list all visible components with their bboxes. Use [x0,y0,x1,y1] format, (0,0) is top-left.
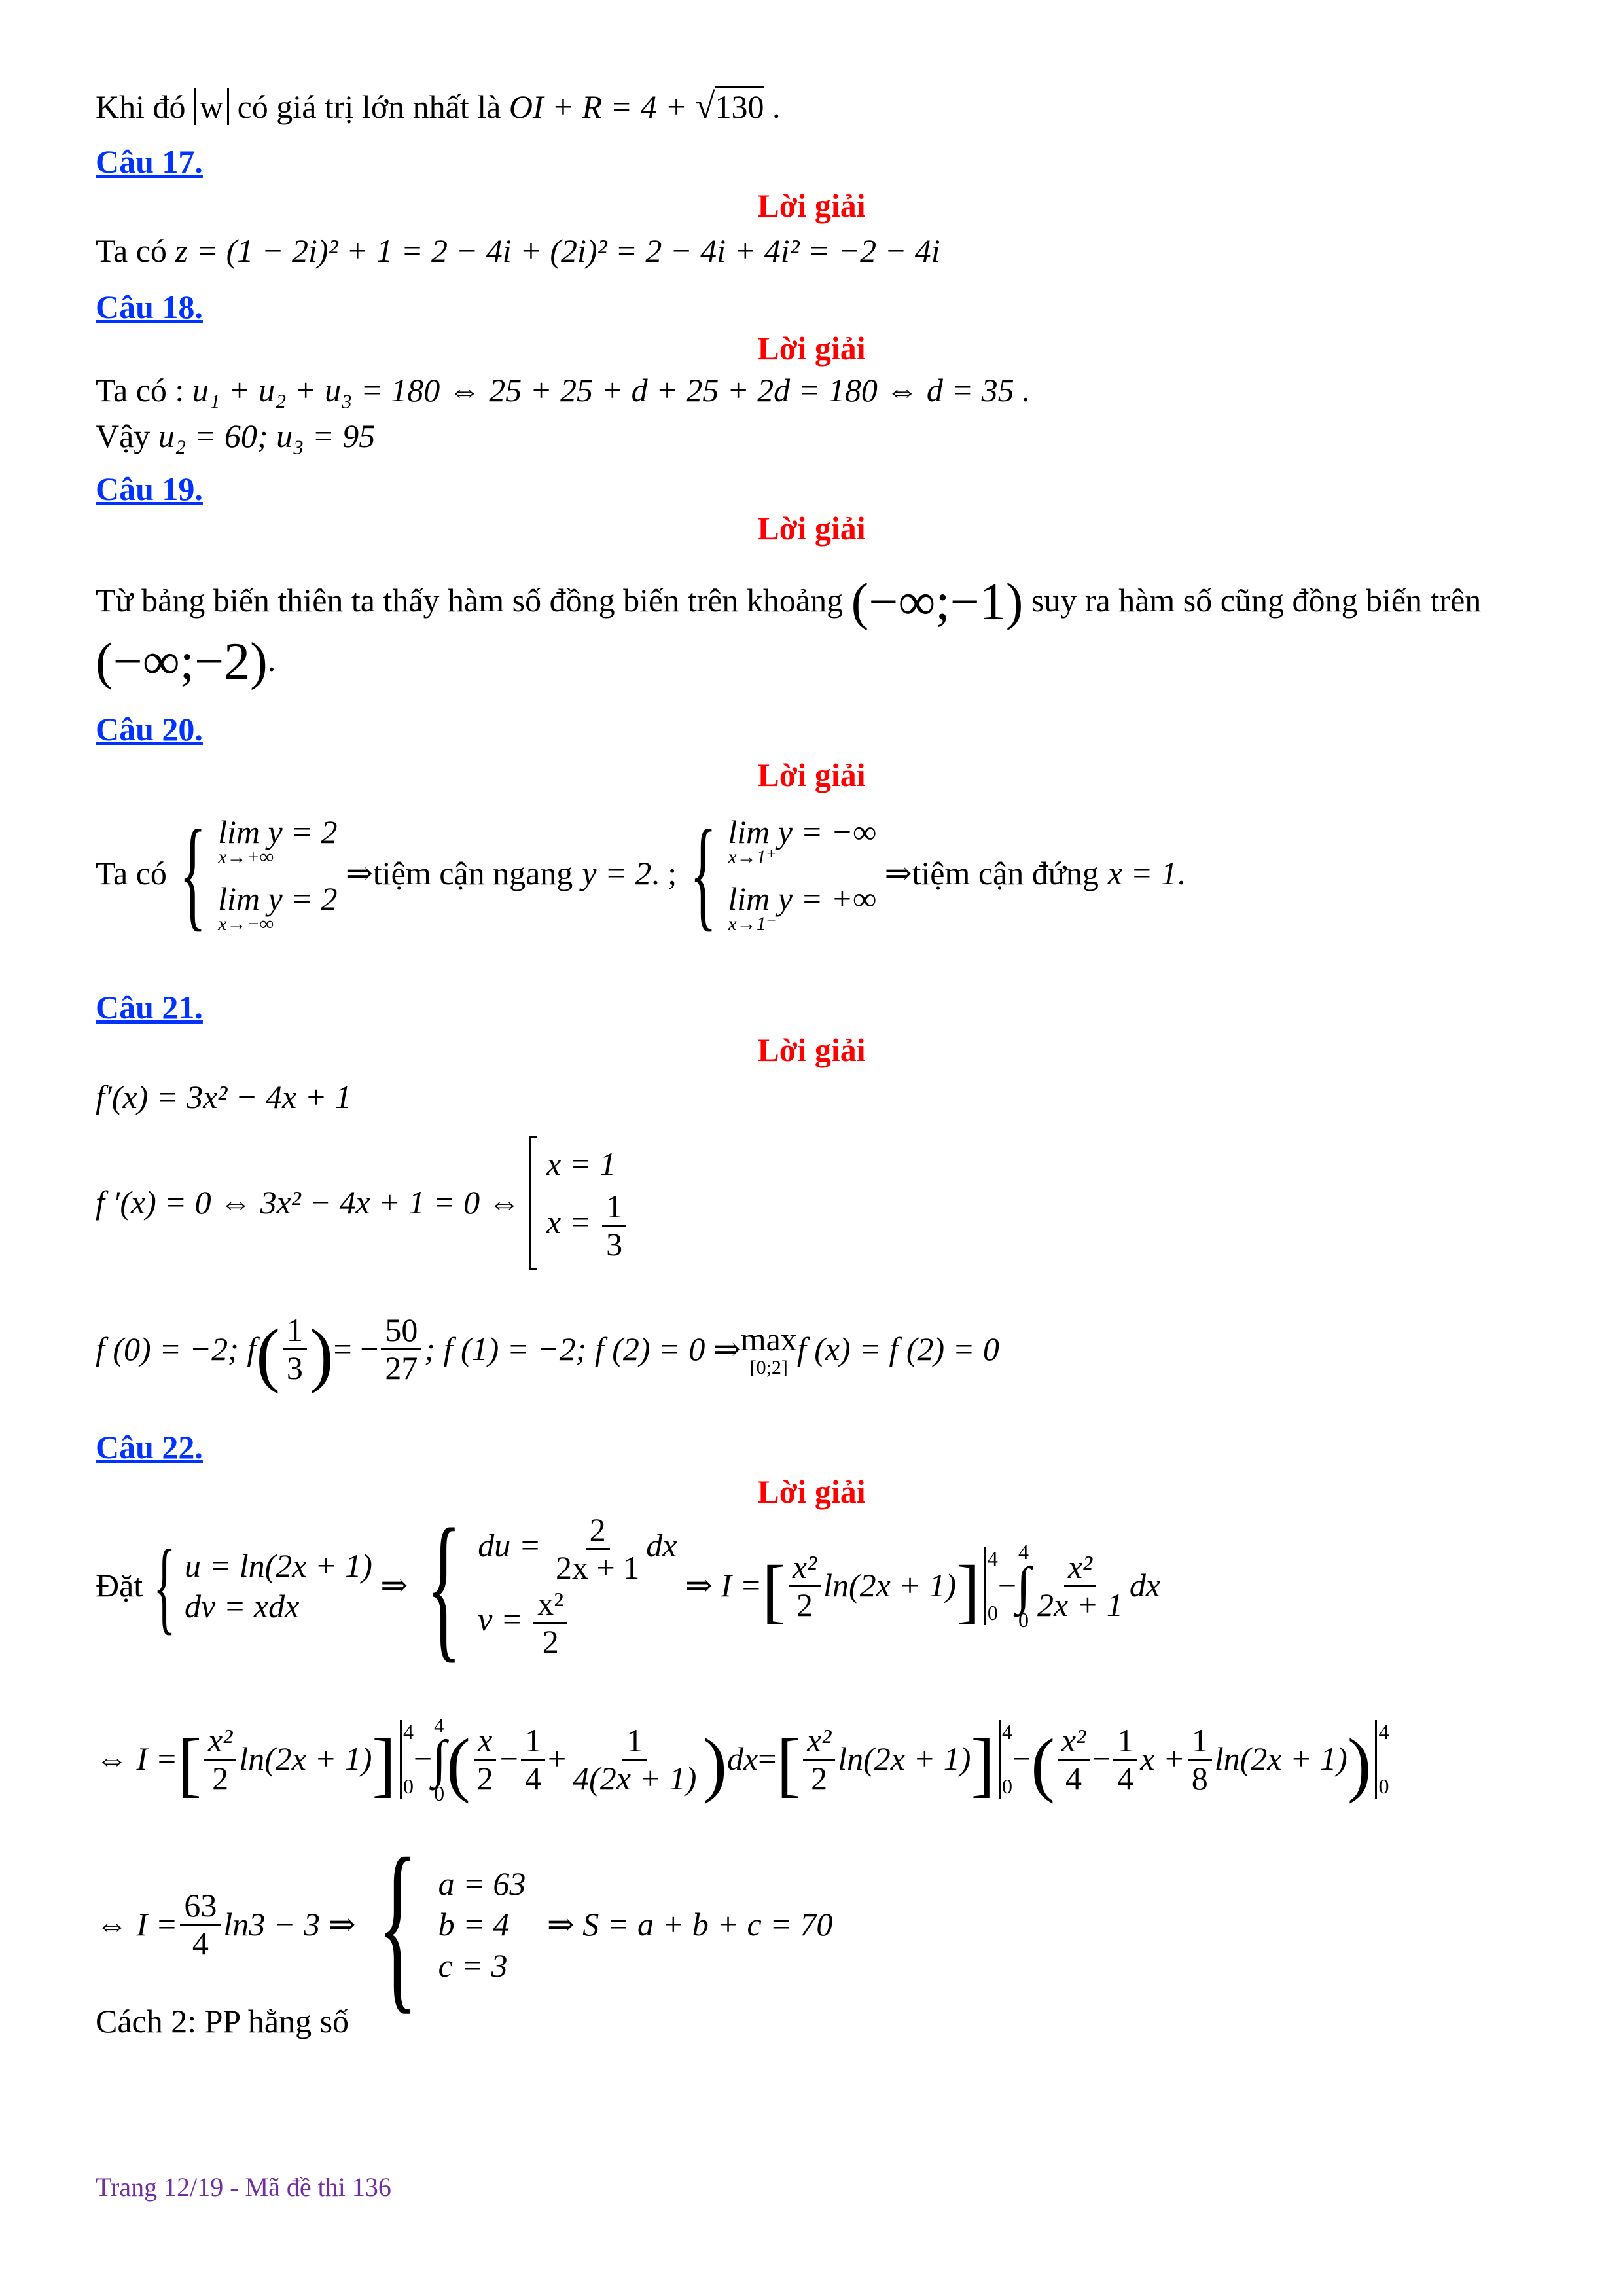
left-brace-abc: { [377,1820,418,2030]
q19-line2: (−∞;−2). [96,633,276,691]
q21-line2: f ′(x) = 0 ⇔ 3x² − 4x + 1 = 0 ⇔ x = 1 x = $\frac{1}{3}$ [96,1136,629,1270]
q22-line3: ⇔ I = $\frac{63}{4}$ ln3 − 3 ⇒ { a = 63 b = 4 c = 3 ⇒ S = a + b + c = 70 [96,1820,833,2030]
question-21-title: Câu 21. [96,989,203,1026]
question-18-title: Câu 18. [96,289,203,325]
q18-line2: Vậy u₂ = 60; u₃ = 95 [96,418,376,454]
left-brace: { [179,804,207,942]
q22-line1: Đặt { u = ln(2x + 1) dv = xdx ⇒ { du = $\frac{2}{2x + 1}$ dx v = $\frac{\text{x²}}{2}$ ⇒ I =[ $\frac{\text{x²}}{2}$ ln(2x + 1)] 4 0 − 4 ∫ 0 $\frac{\text{x²}}{2x + 1}$ dx [96,1495,1161,1677]
q22-substitution: u = ln(2x + 1) dv = xdx [185,1547,372,1624]
question-20-title: Câu 20. [96,711,203,747]
line-khi-do: Khi đó w có giá trị lớn nhất là OI + R = 4 + √130 . [96,86,781,126]
page-footer: Trang 12/19 - Mã đề thi 136 [96,2172,391,2202]
q19-solution-label: Lời giải [757,510,866,547]
bracket-roots [529,1136,537,1270]
q21-solution-label: Lời giải [757,1031,866,1068]
question-19-title: Câu 19. [96,471,203,507]
q18-solution-label: Lời giải [757,330,866,367]
q22-cach2: Cách 2: PP hằng số [96,2003,349,2039]
q21-roots: x = 1 x = $\frac{1}{3}$ [546,1143,629,1263]
left-brace-2: { [689,804,717,942]
q22-derivatives: du = $\frac{2}{2x + 1}$ dx v = $\frac{\text{x²}}{2}$ [478,1511,677,1660]
left-brace-dat: { [152,1528,176,1644]
q19-line1: Từ bảng biến thiên ta thấy hàm số đồng biến trên khoảng (−∞;−1) suy ra hàm số cũng đồng biến trên [96,573,1482,631]
q22-line2: ⇔ I =[ $\frac{\text{x²}}{2}$ ln(2x + 1)] 4 0 − 4 ∫ 0 ( $\frac{x}{2}$ − $\frac{1}{4}$ + $\frac{1}{4(2x + 1)}$ )dx=[ $\frac{\text{x²}}{2}$ ln(2x + 1)] 4 0 −( $\frac{\text{x²}}{4}$ − $\frac{1}{4}$ x + $\frac{1}{8}$ ln(2x + 1)) 4 0 [96,1713,1389,1805]
abs-w: w [194,88,229,125]
q18-line1: Ta có : u₁ + u₂ + u₃ = 180 ⇔ 25 + 25 + d + 25 + 2d = 180 ⇔ d = 35 . [96,372,1031,408]
q20-solution-label: Lời giải [757,757,866,793]
q22-abc: a = 63 b = 4 c = 3 [438,1865,526,1984]
q17-solution-label: Lời giải [757,187,866,224]
q17-line: Ta có z = (1 − 2i)² + 1 = 2 − 4i + (2i)² = 2 − 4i + 4i² = −2 − 4i [96,232,940,269]
question-22-title: Câu 22. [96,1429,203,1465]
q21-line3: f (0) = −2; f( $\frac{1}{3}$ )= − $\frac{50}{27}$ ; f (1) = −2; f (2) = 0 ⇒ max [0;2] f (x) = f (2) = 0 [96,1312,999,1394]
q21-line1: f′(x) = 3x² − 4x + 1 [96,1079,351,1115]
question-17-title: Câu 17. [96,143,203,180]
q22-solution-label: Lời giải [757,1473,866,1510]
q20-system-horizontal: lim y = 2 x→+∞ lim y = 2 x→−∞ [218,814,338,935]
left-brace-du: { [425,1495,461,1677]
q20-system-vertical: lim y = −∞ x→1⁺ lim y = +∞ x→1⁻ [728,814,877,935]
q20-line: Ta có { lim y = 2 x→+∞ lim y = 2 x→−∞ ⇒tiệm cận ngangy = 2. ; { lim y = −∞ x→1⁺ lim y = +∞ x→1⁻ ⇒tiệm cận đứngx = 1. [96,804,1186,942]
